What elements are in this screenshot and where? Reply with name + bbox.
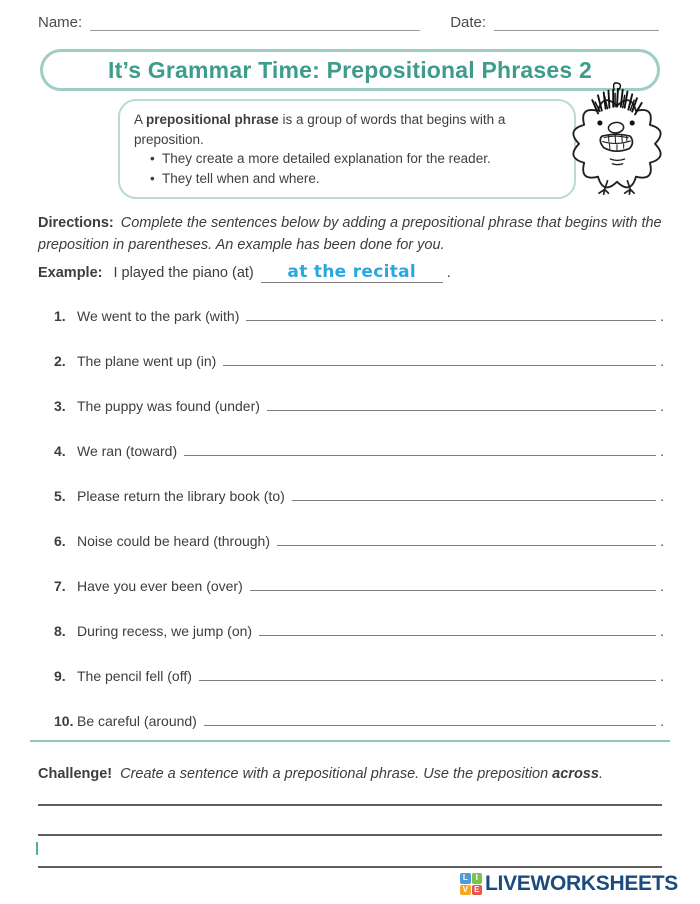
- challenge-period: .: [598, 766, 603, 783]
- answer-blank-9[interactable]: [199, 667, 656, 681]
- definition-bullet-1: [134, 149, 562, 169]
- example-answer-text: at the recital: [287, 262, 417, 283]
- item-period: .: [660, 533, 664, 550]
- item-number: 5.: [54, 488, 66, 505]
- logo-text: LIVEWORKSHEETS: [485, 872, 678, 895]
- sentence-item-10: [54, 712, 664, 731]
- example-row: [38, 262, 662, 283]
- item-text: Please return the library book (to): [77, 488, 285, 505]
- item-text: The plane went up (in): [77, 353, 217, 370]
- item-number: 10.: [54, 713, 74, 730]
- liveworksheets-logo[interactable]: [460, 872, 678, 896]
- item-period: .: [660, 713, 664, 730]
- text-cursor: [36, 842, 38, 855]
- logo-square-0: L: [460, 873, 471, 884]
- definition-term: prepositional phrase: [146, 112, 279, 127]
- sentence-item-6: [54, 532, 664, 551]
- directions-text: Complete the sentences below by adding a prepositional phrase that begins with the preposition in parentheses. An example has been done for you.: [38, 215, 662, 253]
- definition-intro-suffix: is a group of words that begins with a preposition.: [134, 112, 506, 147]
- monster-illustration: [560, 79, 674, 201]
- item-period: .: [660, 353, 664, 370]
- sentence-item-1: [54, 307, 664, 326]
- example-sentence: I played the piano (at): [113, 265, 254, 282]
- item-number: 4.: [54, 443, 66, 460]
- section-divider: [30, 740, 670, 742]
- definition-section: [0, 99, 700, 199]
- definition-bullet-1-text: They create a more detailed explanation for the reader.: [162, 151, 491, 167]
- item-number: 2.: [54, 353, 66, 370]
- item-period: .: [660, 578, 664, 595]
- answer-blank-7[interactable]: [250, 577, 656, 591]
- header-row: [0, 0, 700, 31]
- sentence-item-8: [54, 622, 664, 641]
- item-period: .: [660, 668, 664, 685]
- item-number: 8.: [54, 623, 66, 640]
- answer-blank-6[interactable]: [277, 532, 656, 546]
- sentence-item-9: [54, 667, 664, 686]
- directions-label: Directions:: [38, 215, 114, 232]
- sentence-item-5: [54, 487, 664, 506]
- challenge-writing-area: [38, 804, 662, 868]
- answer-blank-10[interactable]: [204, 712, 656, 726]
- sentence-list: [0, 307, 700, 731]
- challenge-line-1[interactable]: [38, 804, 662, 806]
- bullet-icon: •: [150, 170, 155, 186]
- date-group: [450, 14, 659, 31]
- item-number: 3.: [54, 398, 66, 415]
- liveworksheets-icon: [460, 873, 482, 895]
- example-label: Example:: [38, 265, 103, 282]
- example-answer-blank[interactable]: [261, 262, 443, 283]
- answer-blank-4[interactable]: [184, 442, 656, 456]
- logo-square-2: V: [460, 885, 471, 896]
- date-input-line[interactable]: [494, 14, 659, 31]
- definition-intro: [134, 110, 562, 149]
- item-number: 9.: [54, 668, 66, 685]
- item-period: .: [660, 398, 664, 415]
- answer-blank-5[interactable]: [292, 487, 656, 501]
- example-period: .: [446, 265, 451, 282]
- definition-bullet-2-text: They tell when and where.: [162, 170, 320, 186]
- item-period: .: [660, 488, 664, 505]
- item-text: The pencil fell (off): [77, 668, 192, 685]
- challenge-line-2[interactable]: [38, 834, 662, 836]
- logo-square-3: E: [472, 885, 483, 896]
- bullet-icon: •: [150, 151, 155, 167]
- item-period: .: [660, 443, 664, 460]
- sentence-item-2: [54, 352, 664, 371]
- directions: [38, 213, 662, 256]
- challenge-preposition: across: [552, 766, 599, 783]
- item-text: We went to the park (with): [77, 308, 240, 325]
- monster-right-eye: [630, 120, 635, 125]
- challenge: [38, 764, 662, 785]
- challenge-label: Challenge!: [38, 766, 113, 783]
- name-input-line[interactable]: [90, 14, 420, 31]
- monster-left-eye: [597, 120, 602, 125]
- item-text: During recess, we jump (on): [77, 623, 253, 640]
- answer-blank-8[interactable]: [259, 622, 656, 636]
- item-text: Be careful (around): [77, 713, 197, 730]
- answer-blank-2[interactable]: [223, 352, 656, 366]
- item-text: Noise could be heard (through): [77, 533, 271, 550]
- definition-bullet-2: [134, 169, 562, 189]
- item-text: We ran (toward): [77, 443, 178, 460]
- date-label: Date:: [450, 14, 487, 31]
- answer-blank-3[interactable]: [267, 397, 656, 411]
- challenge-line-3[interactable]: [38, 866, 662, 868]
- item-period: .: [660, 308, 664, 325]
- item-number: 6.: [54, 533, 66, 550]
- page-title: It’s Grammar Time: Prepositional Phrases 2: [108, 56, 592, 83]
- item-number: 7.: [54, 578, 66, 595]
- answer-blank-1[interactable]: [246, 307, 656, 321]
- item-period: .: [660, 623, 664, 640]
- sentence-item-7: [54, 577, 664, 596]
- definition-box: [118, 99, 576, 199]
- sentence-item-3: [54, 397, 664, 416]
- name-label: Name:: [38, 14, 83, 31]
- definition-intro-prefix: A: [134, 112, 147, 127]
- item-text: Have you ever been (over): [77, 578, 243, 595]
- item-text: The puppy was found (under): [77, 398, 260, 415]
- challenge-text: Create a sentence with a prepositional phrase. Use the preposition: [120, 766, 553, 783]
- sentence-item-4: [54, 442, 664, 461]
- item-number: 1.: [54, 308, 66, 325]
- logo-square-1: I: [472, 873, 483, 884]
